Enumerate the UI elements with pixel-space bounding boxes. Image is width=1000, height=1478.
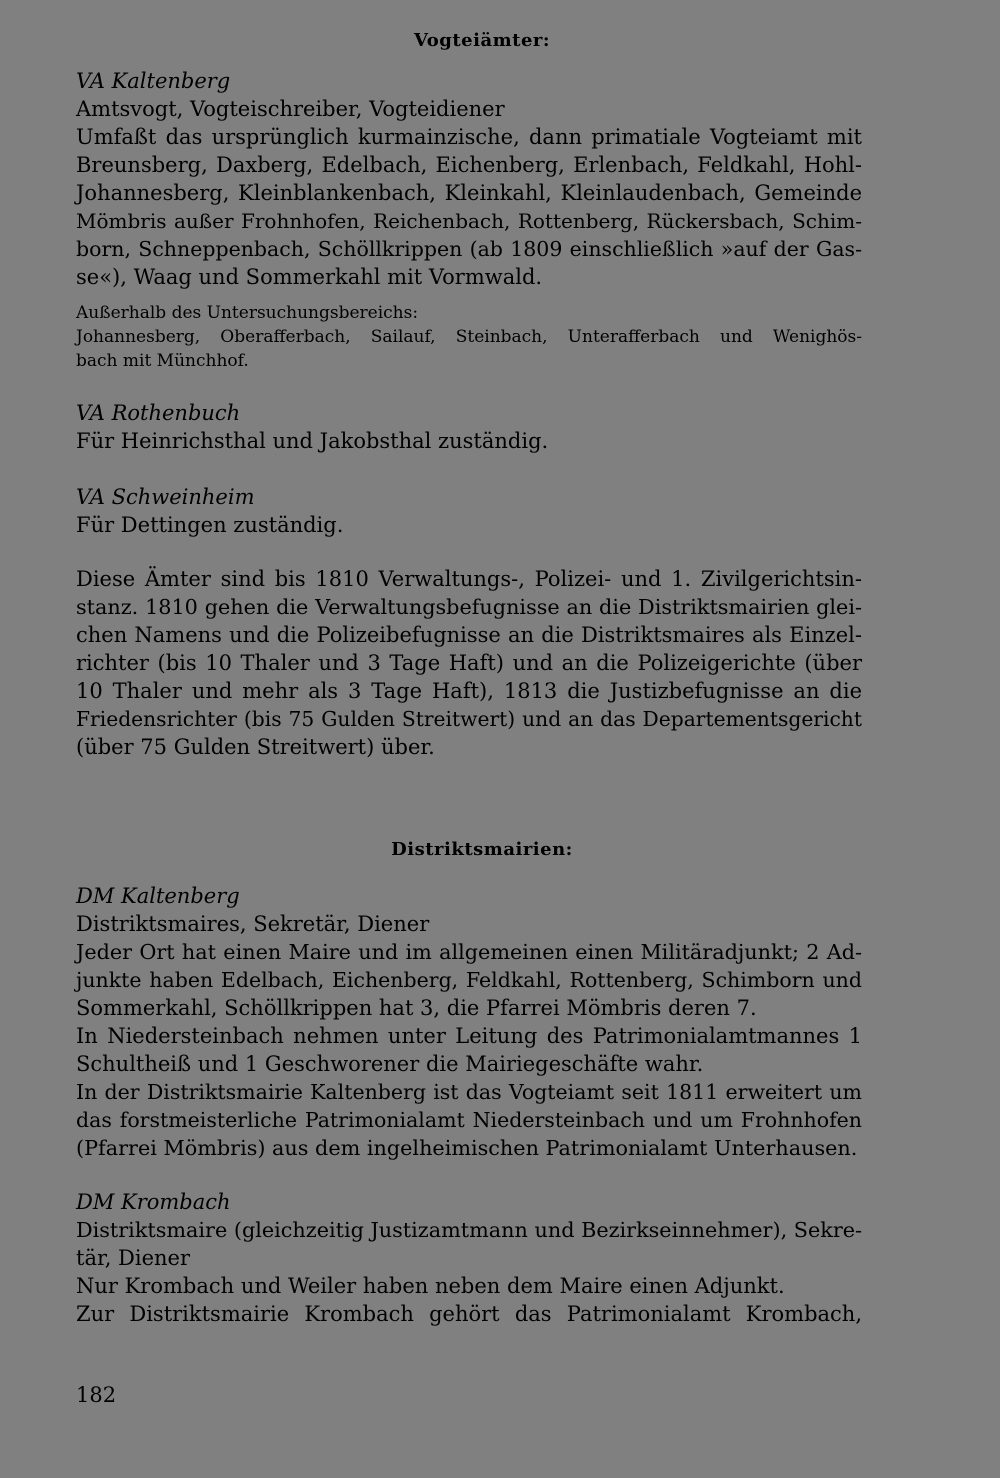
- staff-line: Distriktsmaires, Sekretär, Diener: [76, 912, 430, 936]
- page-number: 182: [76, 1383, 117, 1407]
- section-heading-vogteiaemter: Vogteiämter:: [413, 30, 551, 51]
- text-line: junkte haben Edelbach, Eichenberg, Feldkahl, Rottenberg, Schimborn und: [76, 968, 862, 992]
- text-line: Umfaßt das ursprünglich kurmainzische, dann primatiale Vogteiamt mit: [76, 125, 862, 149]
- entry-title-va-rothenbuch: VA Rothenbuch: [76, 401, 241, 425]
- text-line: In der Distriktsmairie Kaltenberg ist das Vogteiamt seit 1811 erweitert um: [76, 1080, 862, 1104]
- summary-line: richter (bis 10 Thaler und 3 Tage Haft) und an die Polizeigerichte (über: [76, 651, 862, 675]
- summary-line: (über 75 Gulden Streitwert) über.: [76, 735, 435, 759]
- text-line: Schultheiß und 1 Geschworener die Mairiegeschäfte wahr.: [76, 1052, 704, 1076]
- text-line: das forstmeisterliche Patrimonialamt Niedersteinbach und um Frohnhofen: [76, 1108, 862, 1132]
- text-line: Für Heinrichsthal und Jakobsthal zuständig.: [76, 429, 549, 453]
- text-line: se«), Waag und Sommerkahl mit Vormwald.: [76, 265, 543, 289]
- summary-line: Diese Ämter sind bis 1810 Verwaltungs-, Polizei- und 1. Zivilgerichtsin-: [76, 567, 862, 591]
- outside-line: bach mit Münchhof.: [76, 351, 249, 371]
- outside-label: Außerhalb des Untersuchungsbereichs:: [76, 303, 419, 323]
- staff-line: tär, Diener: [76, 1246, 191, 1270]
- text-line: Breunsberg, Daxberg, Edelbach, Eichenberg, Erlenbach, Feldkahl, Hohl-: [76, 153, 862, 177]
- summary-line: chen Namens und die Polizeibefugnisse an die Distriktsmaires als Einzel-: [76, 623, 862, 647]
- text-line: Jeder Ort hat einen Maire und im allgemeinen einen Militäradjunkt; 2 Ad-: [76, 940, 862, 964]
- section-heading-distriktsmairien: Distriktsmairien:: [391, 839, 573, 860]
- text-line: Johannesberg, Kleinblankenbach, Kleinkahl, Kleinlaudenbach, Gemeinde: [76, 181, 862, 205]
- text-line: Mömbris außer Frohnhofen, Reichenbach, Rottenberg, Rückersbach, Schim-: [76, 209, 862, 233]
- page-body: [76, 30, 862, 1328]
- summary-line: Friedensrichter (bis 75 Gulden Streitwert) und an das Departementsgericht: [76, 707, 862, 731]
- text-line: Für Dettingen zuständig.: [76, 513, 344, 537]
- summary-line: stanz. 1810 gehen die Verwaltungsbefugnisse an die Distriktsmairien glei-: [76, 595, 862, 619]
- staff-line: Amtsvogt, Vogteischreiber, Vogteidiener: [76, 97, 505, 121]
- text-line: In Niedersteinbach nehmen unter Leitung des Patrimonialamtmannes 1: [76, 1024, 862, 1048]
- entry-title-dm-krombach: DM Krombach: [76, 1190, 231, 1214]
- text-line: (Pfarrei Mömbris) aus dem ingelheimischen Patrimonialamt Unterhausen.: [76, 1136, 858, 1160]
- entry-title-dm-kaltenberg: DM Kaltenberg: [76, 884, 240, 908]
- summary-line: 10 Thaler und mehr als 3 Tage Haft), 1813 die Justizbefugnisse an die: [76, 679, 862, 703]
- text-line: born, Schneppenbach, Schöllkrippen (ab 1809 einschließlich »auf der Gas-: [76, 237, 862, 261]
- entry-title-va-kaltenberg: VA Kaltenberg: [76, 69, 231, 93]
- outside-line: Johannesberg, Oberafferbach, Sailauf, Steinbach, Unterafferbach und Wenighös-: [76, 327, 862, 347]
- text-line: Zur Distriktsmairie Krombach gehört das Patrimonialamt Krombach,: [76, 1302, 862, 1326]
- staff-line: Distriktsmaire (gleichzeitig Justizamtmann und Bezirkseinnehmer), Sekre-: [76, 1218, 863, 1242]
- text-line: Sommerkahl, Schöllkrippen hat 3, die Pfarrei Mömbris deren 7.: [76, 996, 757, 1020]
- text-line: Nur Krombach und Weiler haben neben dem Maire einen Adjunkt.: [76, 1274, 785, 1298]
- entry-title-va-schweinheim: VA Schweinheim: [76, 485, 255, 509]
